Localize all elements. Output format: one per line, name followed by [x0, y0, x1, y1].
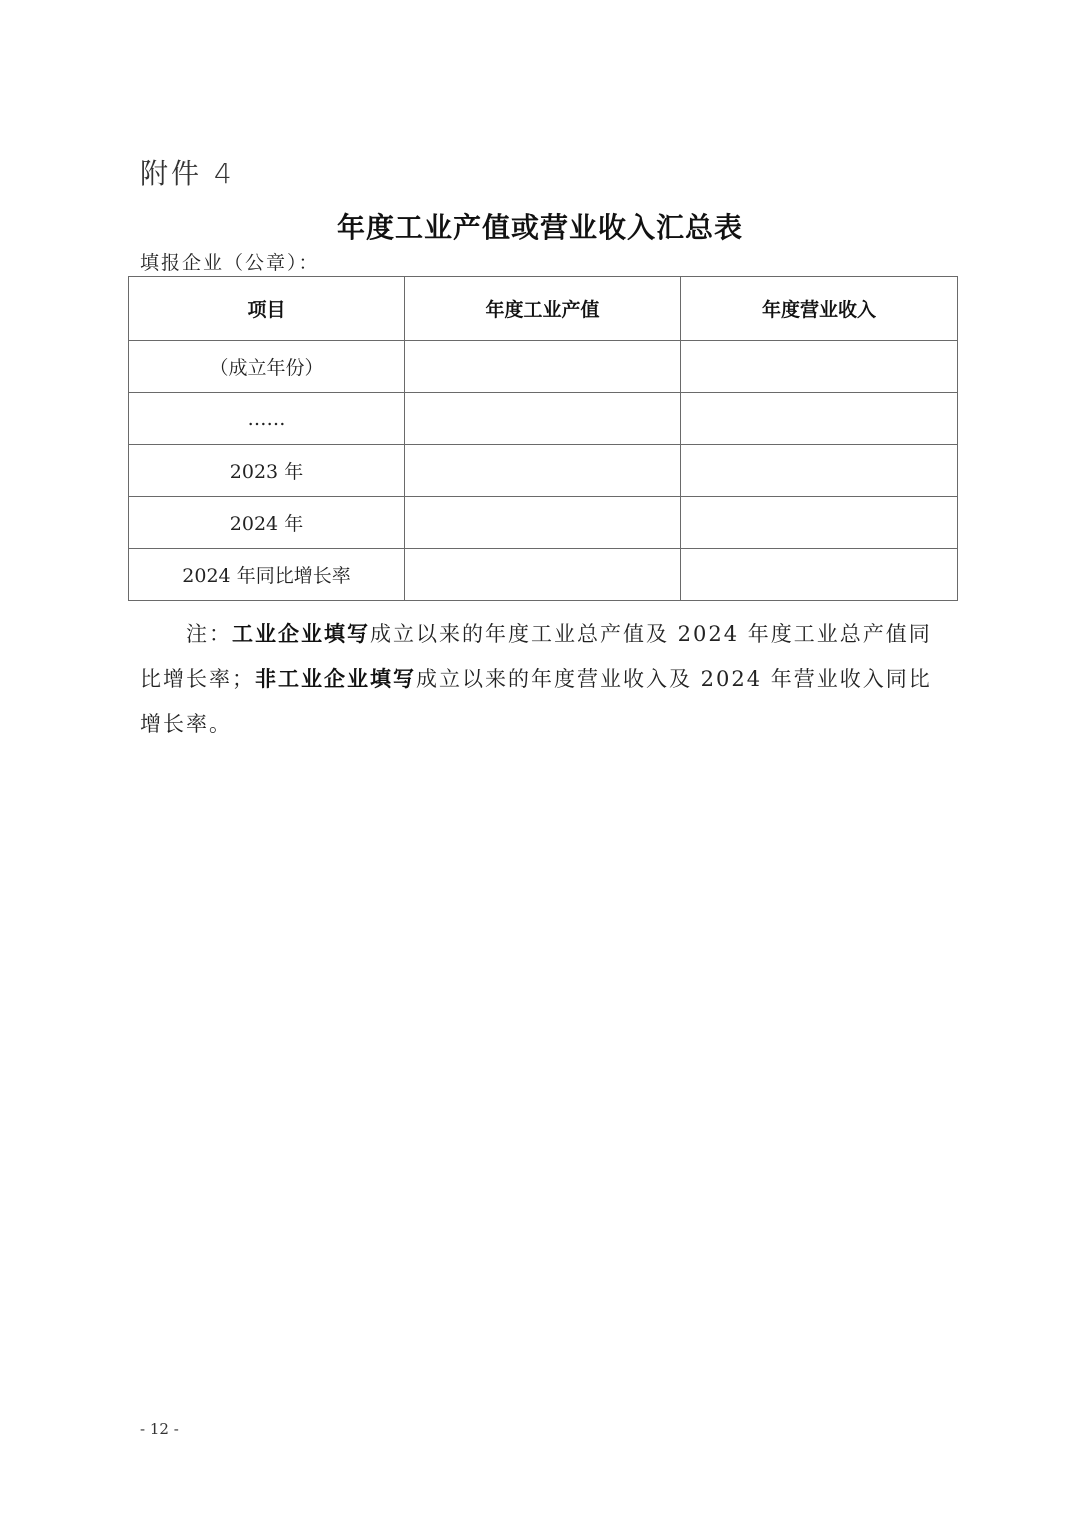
row-item: 2024 年 — [129, 497, 405, 549]
operating-revenue-cell[interactable] — [681, 445, 958, 497]
table-row — [129, 549, 958, 601]
attachment-label: 附件 4 — [140, 157, 235, 190]
note-prefix: 注： — [186, 622, 232, 646]
industrial-output-cell[interactable] — [405, 549, 681, 601]
header-item: 项目 — [129, 277, 405, 341]
table-header-row — [129, 277, 958, 341]
table-row — [129, 341, 958, 393]
industrial-output-cell[interactable] — [405, 341, 681, 393]
operating-revenue-cell[interactable] — [681, 393, 958, 445]
page-number: - 12 - — [140, 1420, 179, 1438]
header-industrial-output: 年度工业产值 — [405, 277, 681, 341]
row-item: 2023 年 — [129, 445, 405, 497]
note-non-industrial-text: 成立以来的年度营业收入及 2024 年营业收入同比增长率。 — [140, 667, 932, 736]
note-non-industrial-bold: 非工业企业填写 — [255, 667, 416, 691]
company-seal-label: 填报企业（公章）： — [140, 252, 320, 274]
operating-revenue-cell[interactable] — [681, 497, 958, 549]
row-item: （成立年份） — [129, 341, 405, 393]
summary-table — [128, 276, 958, 601]
table-row — [129, 393, 958, 445]
page-title: 年度工业产值或营业收入汇总表 — [336, 211, 743, 244]
industrial-output-cell[interactable] — [405, 497, 681, 549]
row-item: …… — [129, 393, 405, 445]
industrial-output-cell[interactable] — [405, 445, 681, 497]
note-paragraph — [140, 612, 940, 747]
industrial-output-cell[interactable] — [405, 393, 681, 445]
row-item: 2024 年同比增长率 — [129, 549, 405, 601]
note-industrial-bold: 工业企业填写 — [232, 622, 370, 646]
note-industrial-text: 成立以来的年度工业总产值及 2024 年度工业总产值同比增长率； — [140, 622, 932, 691]
header-operating-revenue: 年度营业收入 — [681, 277, 958, 341]
operating-revenue-cell[interactable] — [681, 341, 958, 393]
table-row — [129, 497, 958, 549]
operating-revenue-cell[interactable] — [681, 549, 958, 601]
table-row — [129, 445, 958, 497]
